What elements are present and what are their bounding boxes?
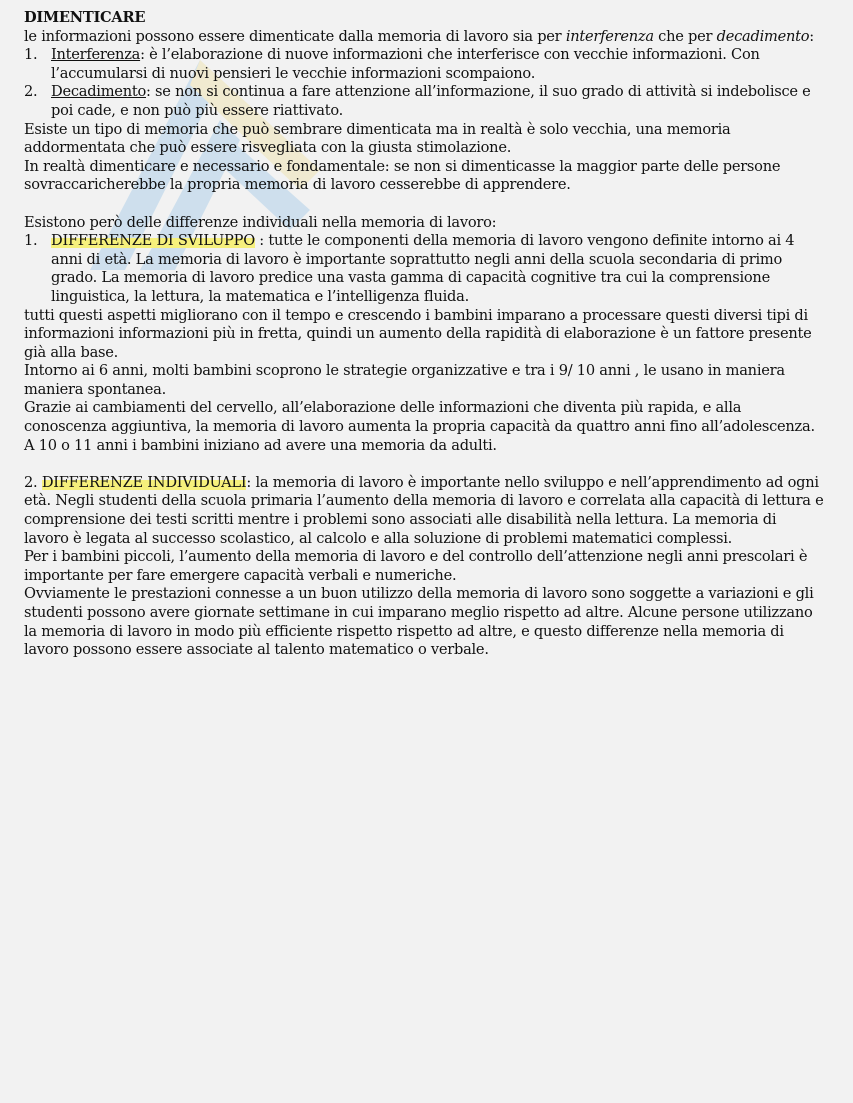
paragraph-improve: tutti questi aspetti migliorano con il tempo e crescendo i bambini imparano a processare questi diversi tipi di informazioni informazioni più in fretta, quindi un aumento della rapidità di elaborazione è un fattore presente già alla base. [24,306,812,361]
intro-paragraph [24,28,824,47]
title-text: DIMENTICARE [24,9,146,26]
document-title [24,9,145,28]
list-item-decadimento [24,83,824,120]
paragraph-variations: Ovviamente le prestazioni connesse a un buon utilizzo della memoria di lavoro sono soggette a variazioni e gli studenti possono avere giornate settimane in cui imparano meglio rispetto ad altre. Alcune persone utilizzano la memoria di lavoro in modo più efficiente rispetto rispetto ad altre, e questo differenze nella memoria di lavoro possono essere associate al talento matematico o verbale. [24,585,814,659]
intro-text: le informazioni possono essere dimenticate dalla memoria di lavoro sia per [24,27,566,45]
intro-text: : [809,27,814,45]
list-term: Decadimento [51,83,146,101]
paragraph-brain-changes: Grazie ai cambiamenti del cervello, all’elaborazione delle informazioni che diventa più rapida, e alla conoscenza aggiuntiva, la memoria di lavoro aumenta la propria capacità da quattro anni fino all’adolescenza. [24,399,815,436]
paragraph-adult-memory: A 10 o 11 anni i bambini iniziano ad avere una memoria da adulti. [24,436,497,454]
highlighted-heading-individuali: DIFFERENZE INDIVIDUALI [41,473,247,491]
intro-term-interferenza: interferenza [565,27,654,45]
list-number: 2. [24,83,38,101]
highlighted-heading-sviluppo: DIFFERENZE DI SVILUPPO [51,232,255,250]
paragraph-six-years: Intorno ai 6 anni, molti bambini scoprono le strategie organizzative e tra i 9/ 10 anni , le usano in maniera maniera spontanea. [24,362,785,398]
list-item-differenze-sviluppo [24,232,824,306]
list-number: 1. [24,46,38,64]
intro-text: che per [653,27,717,45]
paragraph-differences-intro: Esistono però delle differenze individuali nella memoria di lavoro: [24,213,497,231]
forget-causes-list [24,46,824,120]
section-text: : la memoria di lavoro è importante nello sviluppo e nell’apprendimento ad ogni età. Negli studenti della scuola primaria l’aumento della memoria di lavoro e correlata alla capacità di lettura e comprensione dei testi scritti mentre i problemi sono associati alle disabilità nella lettura. La memoria di lavoro è legata al successo scolastico, al calcolo e alla soluzione di problemi matematici complessi. [24,473,824,547]
paragraph-young-children: Per i bambini piccoli, l’aumento della memoria di lavoro e del controllo dell’attenzione negli anni prescolari è importante per fare emergere capacità verbali e numeriche. [24,548,808,584]
development-list [24,232,824,306]
list-text: : è l’elaborazione di nuove informazioni che interferisce con vecchie informazioni. Con l’accumularsi di nuovi pensieri le vecchie informazioni scompaiono. [51,46,760,82]
list-number: 1. [24,232,38,250]
paragraph-necessary-forgetting: In realtà dimenticare e necessario e fondamentale: se non si dimenticasse la maggior parte delle persone sovraccaricherebbe la propria memoria di lavoro cesserebbe di apprendere. [24,157,781,194]
list-term: Interferenza [51,46,141,64]
list-text: : se non si continua a fare attenzione all’informazione, il suo grado di attività si indebolisce e poi cade, e non può più essere riattivato. [51,83,811,119]
intro-term-decadimento: decadimento [716,27,810,45]
list-text: : tutte le componenti della memoria di lavoro vengono definite intorno ai 4 anni di età. La memoria di lavoro è importante soprattutto negli anni della scuola secondaria di primo grado. La memoria di lavoro predice una vasta gamma di capacità cognitive tra cui la comprensione linguistica, la lettura, la matematica e l’intelligenza fluida. [51,232,795,305]
section-number: 2. [24,473,42,491]
paragraph-sleeping-memory: Esiste un tipo di memoria che può sembrare dimenticata ma in realtà è solo vecchia, una memoria addormentata che può essere risvegliata con la giusta stimolazione. [24,120,731,157]
list-item-interferenza [24,46,824,83]
section-differenze-individuali [24,474,824,548]
document-page [24,9,824,660]
